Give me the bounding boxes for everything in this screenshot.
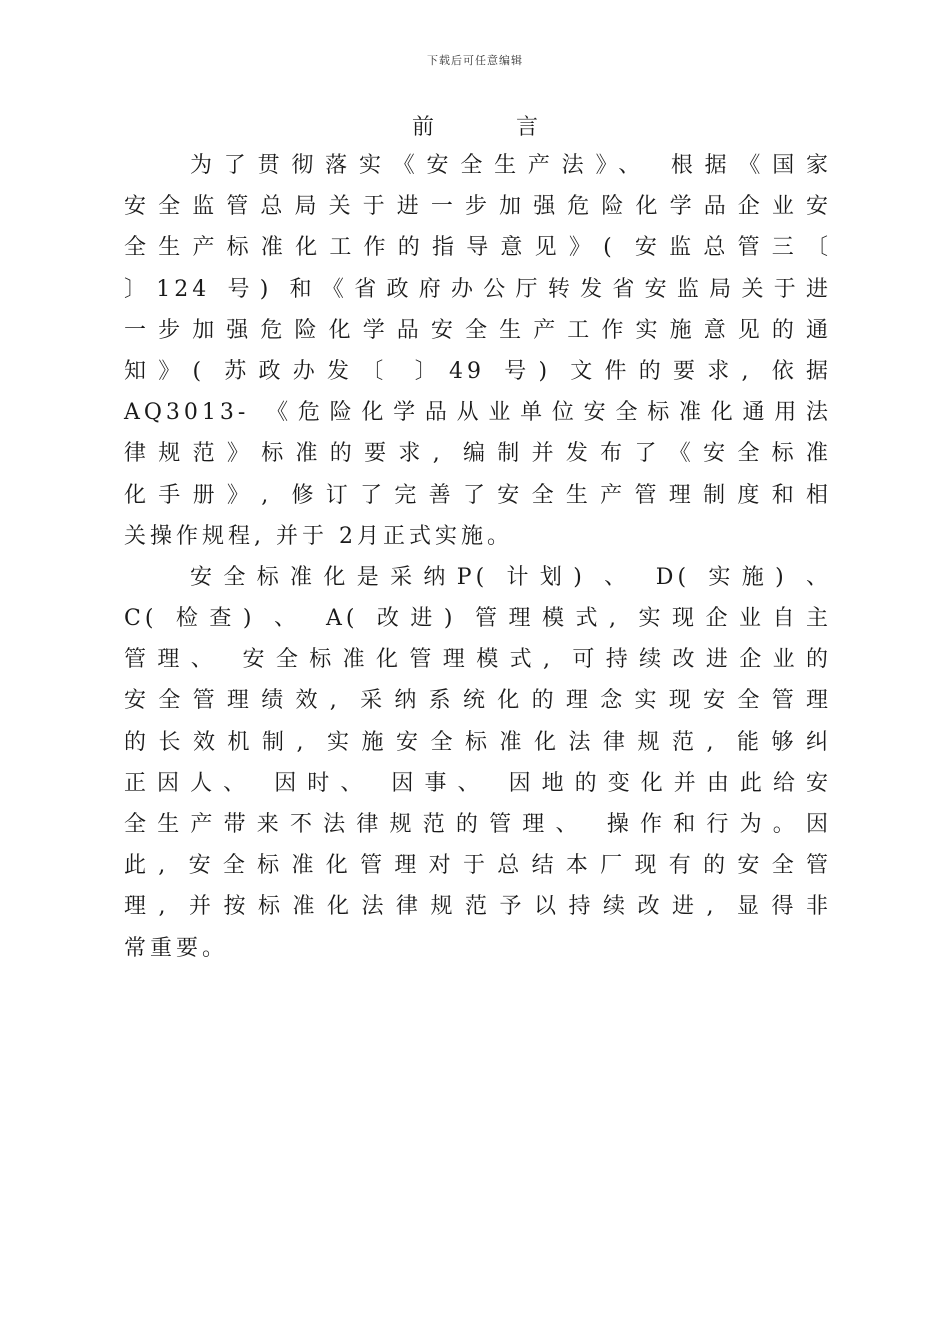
text-line: 关操作规程, 并于 2月正式实施。 [124, 523, 513, 549]
header-note: 下载后可任意编辑 [427, 54, 523, 67]
title-char-right: 言 [516, 115, 539, 140]
text-line: 安全标准化是采纳P( 计划) 、 D( 实施) 、 [190, 564, 832, 590]
text-line: 〕124 号) 和《省政府办公厅转发省安监局关于进 [124, 276, 832, 302]
text-line: 为了贯彻落实《安全生产法》、 根据《国家 [190, 153, 832, 178]
text-line: 全生产带来不法律规范的管理、 操作和行为。因 [124, 812, 832, 837]
paragraph-1 [124, 145, 832, 557]
text-line: 常重要。 [124, 935, 229, 961]
text-line: 安全监管总局关于进一步加强危险化学品企业安 [124, 194, 832, 220]
paragraph-2 [124, 557, 832, 969]
text-line: 全生产标准化工作的指导意见》( 安监总管三〔 [124, 235, 832, 261]
text-line: 律规范》标准的要求, 编制并发布了《安全标准 [124, 441, 832, 467]
document-body [124, 145, 832, 969]
text-line: 的长效机制, 实施安全标准化法律规范, 能够纠 [124, 729, 832, 755]
text-line: 管理、 安全标准化管理模式, 可持续改进企业的 [124, 647, 832, 673]
text-line: C( 检查) 、 A( 改进) 管理模式, 实现企业自主 [124, 606, 832, 632]
page-title [0, 110, 950, 141]
text-line: 一步加强危险化学品安全生产工作实施意见的通 [124, 317, 832, 343]
text-line: 理, 并按标准化法律规范予以持续改进, 显得非 [124, 894, 832, 920]
title-char-left: 前 [411, 115, 434, 140]
text-line: AQ3013- 《危险化学品从业单位安全标准化通用法 [124, 400, 832, 426]
text-line: 安全管理绩效, 采纳系统化的理念实现安全管理 [124, 688, 832, 714]
text-line: 此, 安全标准化管理对于总结本厂现有的安全管 [124, 853, 832, 879]
text-line: 知》( 苏政办发〔 〕49 号) 文件的要求, 依据 [124, 358, 832, 384]
text-line: 化手册》, 修订了完善了安全生产管理制度和相 [124, 482, 832, 508]
text-line: 正因人、 因时、 因事、 因地的变化并由此给安 [124, 770, 832, 796]
